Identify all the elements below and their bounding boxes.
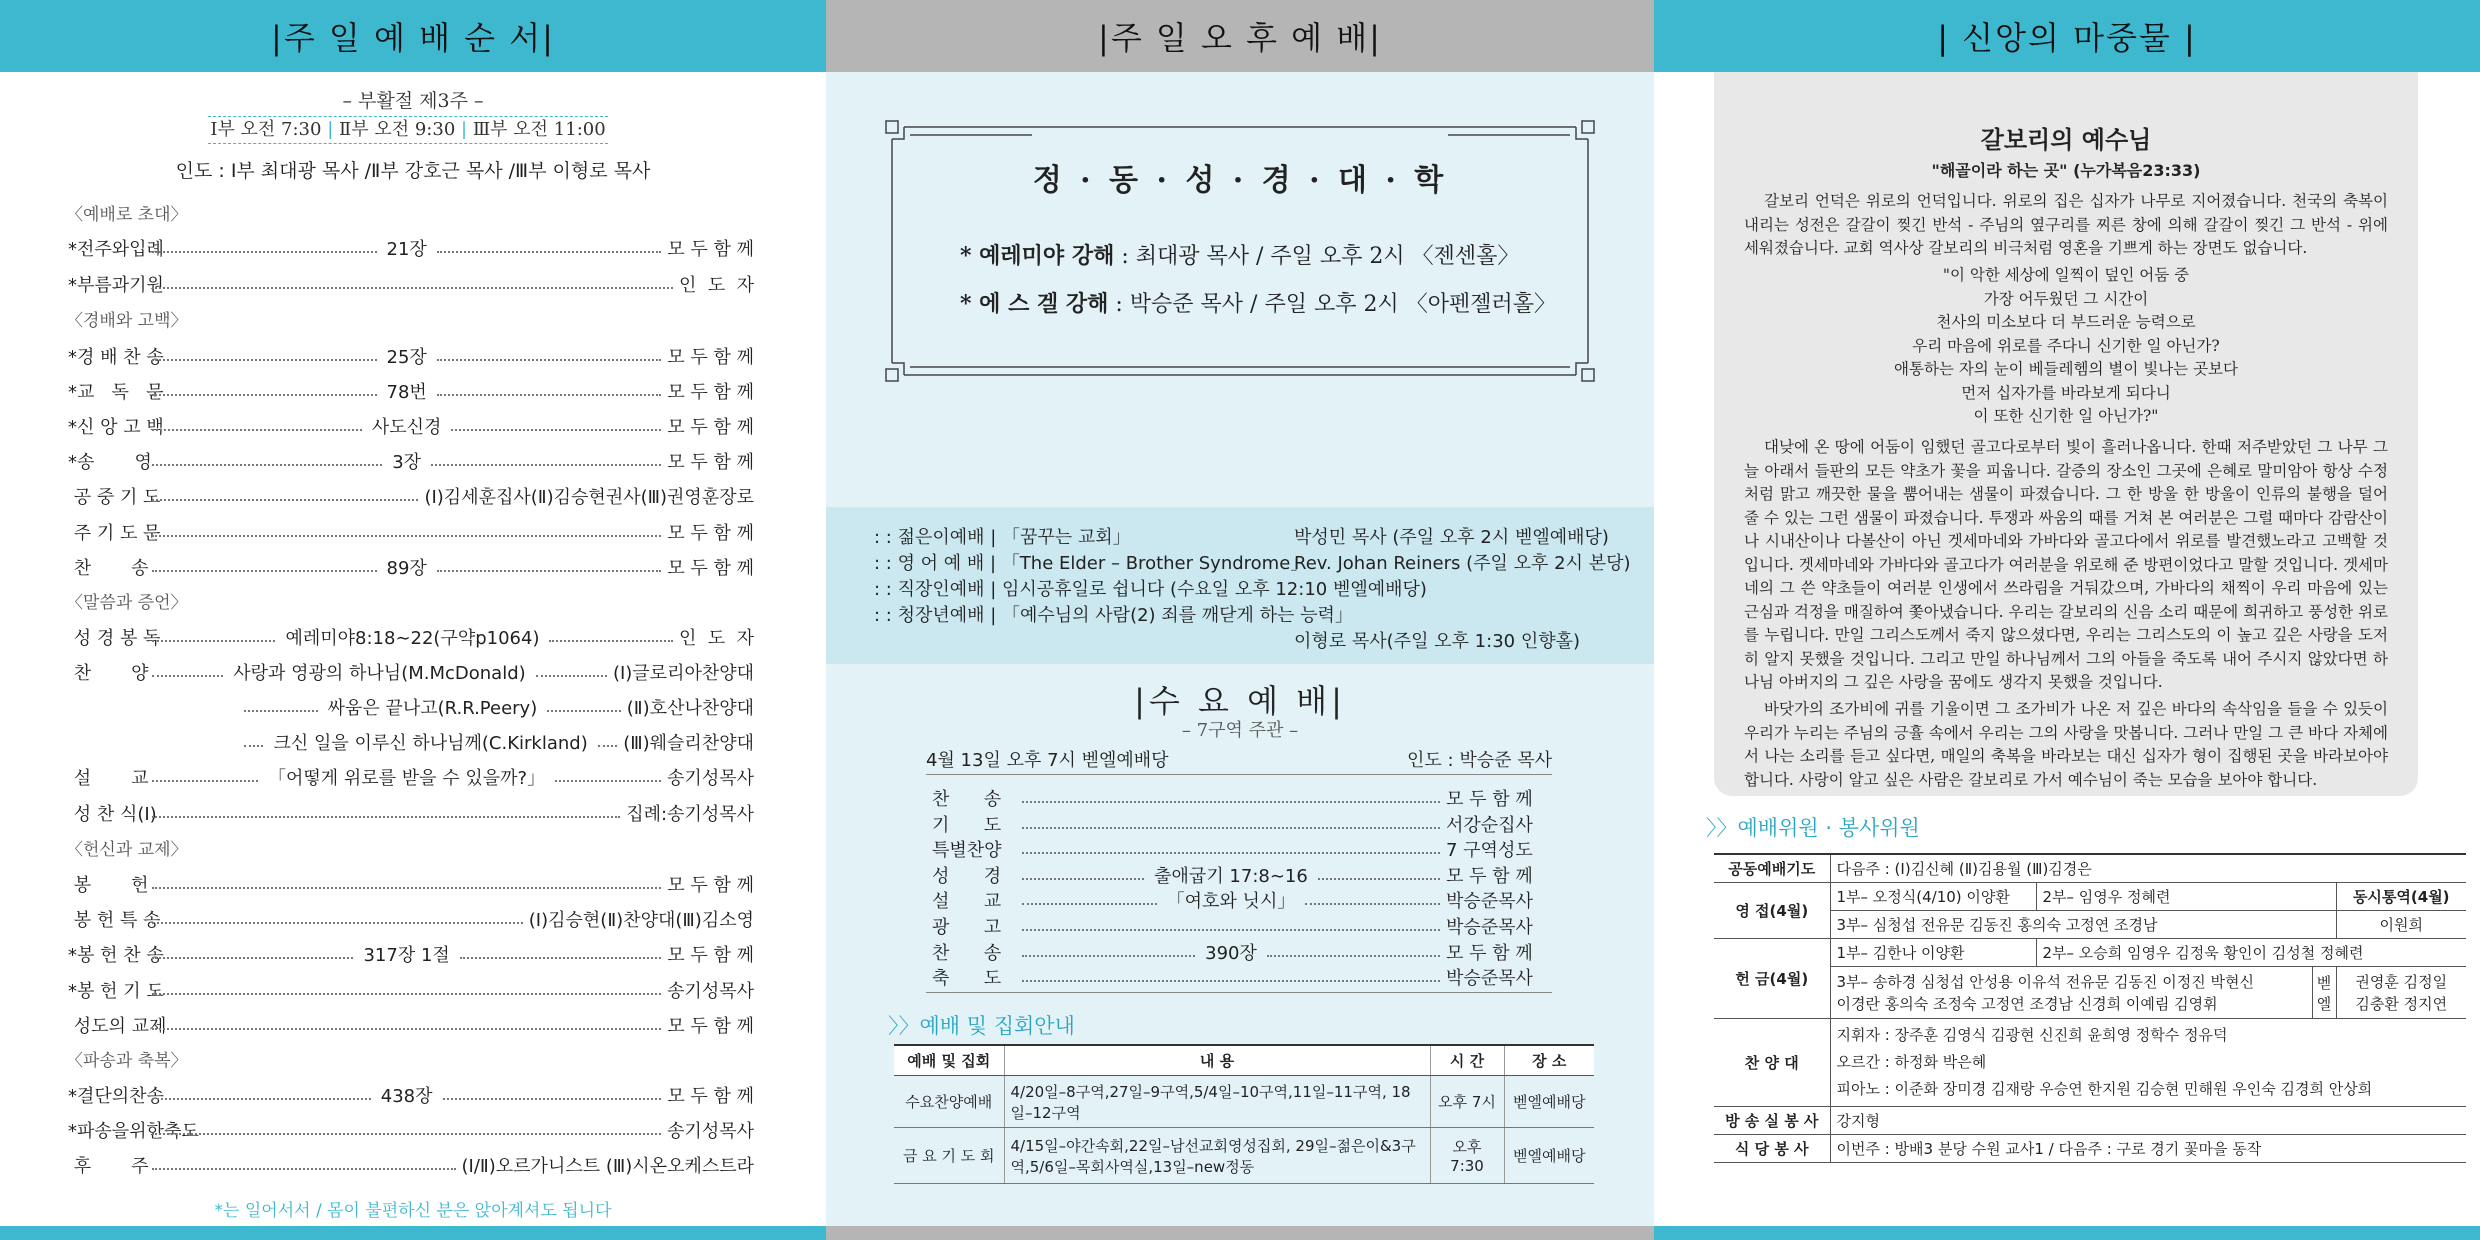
order-row bbox=[68, 518, 754, 546]
order-row bbox=[68, 553, 754, 581]
leader-dots bbox=[152, 251, 377, 253]
leader-dots bbox=[460, 957, 661, 959]
leader-dots bbox=[152, 816, 620, 818]
order-row bbox=[68, 763, 754, 791]
order-person: (Ⅰ)김승현(Ⅱ)찬양대(Ⅲ)김소영 bbox=[528, 910, 754, 931]
guide-cell: 벧엘예배당 bbox=[1504, 1076, 1594, 1128]
leader-dots bbox=[152, 570, 377, 572]
wednesday-label: 찬 송 bbox=[932, 942, 1002, 964]
order-label: *부름과기원 bbox=[68, 275, 164, 296]
leader-dots bbox=[152, 1168, 456, 1170]
leader-dots bbox=[555, 780, 661, 782]
order-row bbox=[68, 728, 754, 756]
guide-cell: 벧엘예배당 bbox=[1504, 1128, 1594, 1184]
wednesday-label: 찬 송 bbox=[932, 789, 1002, 810]
meditation-paragraph: 바닷가의 조가비에 귀를 기울이면 그 조가비가 나온 저 깊은 바다의 속삭임을 들을 수 있듯이 우리가 누리는 주님의 긍휼 속에서 우리는 그의 사랑을 맛봅니다. 그러나 만일 그 큰 바다 자체에서 나는 소리를 듣고 싶다면, 매일의 축복을 바라보는 대신 십자가 형이 집행된 곳을 바라보아야 합니다. 사랑이 알고 싶은 사람은 갈보리로 가서 예수님이 죽는 모습을 보아야 합니다. bbox=[1744, 700, 2388, 789]
order-row bbox=[68, 270, 754, 298]
afternoon-worship-title: |주 일 오 후 예 배| bbox=[826, 0, 1654, 72]
order-label: 공 중 기 도 bbox=[68, 487, 161, 508]
leader-dots bbox=[1022, 852, 1440, 854]
order-item: 89장 bbox=[386, 558, 427, 579]
vol-cell: 1부– 오정식(4/10) 이양환 bbox=[1830, 883, 2036, 911]
leader-dots bbox=[152, 429, 362, 431]
worship-order-title: |주 일 예 배 순 서| bbox=[0, 0, 826, 72]
vol-cell: 3부– 심청섭 전유문 김동진 홍의숙 고정연 조경남 bbox=[1830, 911, 2336, 939]
order-row bbox=[68, 799, 754, 827]
bible-school-frame bbox=[882, 115, 1598, 387]
wednesday-row bbox=[932, 888, 1538, 912]
guide-cell: 4/20일–8구역,27일–9구역,5/4일–10구역,11일–11구역, 18일–12구역 bbox=[1004, 1076, 1430, 1128]
meditation-verse: "해골이라 하는 곳" (누가복음23:33) bbox=[1931, 161, 2201, 180]
order-row bbox=[68, 412, 754, 440]
lecture-line: * 예레미야 강해 : 최대광 목사 / 주일 오후 2시 〈젠센홀〉 bbox=[960, 243, 1520, 269]
bottom-bar bbox=[826, 1226, 1654, 1240]
faith-column-title: | 신앙의 마중물 | bbox=[1654, 0, 2480, 72]
service-line-right: 이형로 목사(주일 오후 1:30 인향홀) bbox=[1294, 631, 1581, 652]
vol-cell: 벧엘 bbox=[2312, 967, 2336, 1019]
guide-title: 〉〉예배 및 집회안내 bbox=[888, 1014, 1075, 1038]
guide-cell: 수요찬양예배 bbox=[894, 1076, 1004, 1128]
leader-dots bbox=[1022, 903, 1157, 905]
order-person: (Ⅰ/Ⅱ)오르가니스트 (Ⅲ)시온오케스트라 bbox=[461, 1156, 754, 1177]
wednesday-label: 광 고 bbox=[932, 917, 1002, 938]
faith-column-panel bbox=[1654, 0, 2480, 1240]
vol-cell: 이원희 bbox=[2336, 911, 2466, 939]
guide-head: 장 소 bbox=[1504, 1045, 1594, 1076]
guide-head: 예배 및 집회 bbox=[894, 1045, 1004, 1076]
leader-dots bbox=[152, 993, 661, 995]
wednesday-row bbox=[932, 812, 1538, 836]
order-label: 봉 헌 bbox=[68, 875, 149, 896]
vol-head: 공동예배기도 bbox=[1714, 854, 1830, 883]
order-person: 모 두 함 께 bbox=[667, 558, 755, 579]
leader-dots bbox=[437, 251, 662, 253]
guide-head: 내 용 bbox=[1004, 1045, 1430, 1076]
order-label: 성 경 봉 독 bbox=[68, 628, 161, 649]
order-item: 78번 bbox=[386, 382, 427, 403]
order-item: 21장 bbox=[386, 239, 427, 260]
leader-dots bbox=[1022, 801, 1440, 803]
wednesday-label: 특별찬양 bbox=[932, 840, 1002, 862]
order-person: 모 두 함 께 bbox=[667, 382, 755, 403]
order-row bbox=[68, 976, 754, 1004]
leader-dots bbox=[431, 464, 661, 466]
order-row bbox=[68, 1116, 754, 1144]
order-label: *파송을위한축도 bbox=[68, 1121, 199, 1142]
wednesday-row bbox=[932, 940, 1538, 964]
leader-dots bbox=[244, 710, 318, 712]
vol-cell: 2부– 임영우 정혜련 bbox=[2036, 883, 2336, 911]
section-label: 〈예배로 초대〉 bbox=[66, 205, 188, 225]
order-person: 집례:송기성목사 bbox=[626, 804, 754, 825]
wednesday-label: 기 도 bbox=[932, 814, 1002, 836]
order-row bbox=[68, 234, 754, 262]
wednesday-sub: – 7구역 주관 – bbox=[1181, 720, 1299, 741]
order-item: 317장 1절 bbox=[363, 945, 450, 966]
leader-dots bbox=[1022, 827, 1440, 829]
wednesday-person: 7 구역성도 bbox=[1446, 840, 1533, 862]
order-row bbox=[68, 447, 754, 475]
order-row bbox=[68, 658, 754, 686]
leader-dots bbox=[437, 570, 662, 572]
leader-dots bbox=[152, 1098, 371, 1100]
wednesday-person: 모 두 함 께 bbox=[1446, 942, 1533, 964]
wednesday-row bbox=[932, 786, 1538, 810]
other-services-band bbox=[826, 507, 1654, 664]
order-label: *봉 헌 찬 송 bbox=[68, 945, 164, 966]
leader-dots bbox=[437, 394, 662, 396]
order-person: 모 두 함 께 bbox=[667, 1016, 754, 1037]
guide-table bbox=[894, 1044, 1594, 1184]
volunteers-table bbox=[1714, 853, 2466, 1163]
order-row bbox=[68, 1011, 754, 1039]
guide-cell: 오후 7시 bbox=[1430, 1076, 1504, 1128]
order-label: 설 교 bbox=[68, 768, 149, 789]
vol-cell: 다음주 : (Ⅰ)김신혜 (Ⅱ)김용월 (Ⅲ)김경은 bbox=[1830, 854, 2466, 883]
order-person: (Ⅱ)호산나찬양대 bbox=[626, 698, 755, 719]
order-item: 25장 bbox=[386, 347, 427, 368]
order-item: 3장 bbox=[392, 452, 422, 473]
order-item: 예레미야8:18∼22(구약p1064) bbox=[285, 628, 540, 649]
standing-note: *는 일어서서 / 몸이 불편하신 분은 앉아계셔도 됩니다 bbox=[214, 1201, 612, 1221]
vol-head: 영 접(4월) bbox=[1714, 883, 1830, 939]
order-row bbox=[68, 905, 754, 933]
meditation-paragraph: 갈보리 언덕은 위로의 언덕입니다. 위로의 집은 십자가 나무로 지어졌습니다. 천국의 축복이 내리는 성전은 갈갈이 찢긴 반석 - 주님의 옆구리를 찌른 창에 의해 갈갈이 찢긴 그 반석 - 위에 세워졌습니다. 교회 역사상 갈보리의 비극처럼 영혼을 기쁘게 하는 장면도 없습니다. bbox=[1744, 192, 2388, 257]
guide-cell: 금 요 기 도 회 bbox=[894, 1128, 1004, 1184]
meditation-box bbox=[1714, 72, 2418, 796]
order-label: 주 기 도 문 bbox=[68, 523, 161, 544]
wednesday-person: 모 두 함 께 bbox=[1446, 789, 1533, 810]
order-label: *교 독 문 bbox=[68, 382, 164, 403]
order-label: 후 주 bbox=[68, 1156, 149, 1177]
order-person: 송기성목사 bbox=[667, 1121, 754, 1142]
order-row bbox=[68, 693, 754, 721]
order-row bbox=[68, 482, 754, 510]
leader-dots bbox=[443, 1098, 662, 1100]
order-label: *신 앙 고 백 bbox=[68, 417, 164, 438]
order-row bbox=[68, 940, 754, 968]
bottom-bar bbox=[0, 1226, 826, 1240]
wednesday-row bbox=[932, 914, 1538, 938]
order-person: (Ⅰ)글로리아찬양대 bbox=[612, 663, 755, 684]
wednesday-date: 4월 13일 오후 7시 벧엘예배당 bbox=[926, 750, 1169, 771]
leader-dots bbox=[152, 1028, 661, 1030]
order-label: *봉 헌 기 도 bbox=[68, 981, 164, 1002]
order-row bbox=[68, 342, 754, 370]
vol-head: 찬 양 대 bbox=[1714, 1019, 1830, 1107]
guide-cell: 오후7:30 bbox=[1430, 1128, 1504, 1184]
leader-dots bbox=[1267, 955, 1440, 957]
wednesday-row bbox=[932, 837, 1538, 861]
leader-dots bbox=[152, 1133, 661, 1135]
vol-cell: 강지형 bbox=[1830, 1107, 2466, 1135]
time-2: Ⅱ부 오전 9:30 bbox=[339, 119, 456, 140]
order-label: 성도의 교제 bbox=[68, 1016, 167, 1037]
meditation-paragraph: 대낮에 온 땅에 어둠이 임했던 골고다로부터 빛이 흘러나옵니다. 한때 저주받았던 그 나무 그늘 아래서 들판의 모든 약초가 꽃을 피웁니다. 갈증의 장소인 그곳에 은혜로 말미암아 항상 수정처럼 맑고 깨끗한 물을 뿜어내는 샘물이 파졌습니다. 그 한 방울 한 방울이 인류의 불행을 덜어 줄 수 있는 그런 샘물이 파졌습니다. 투쟁과 싸움의 때를 거쳐 본 여러분은 그럴 때마다 감람산이나 시내산이나 다볼산이 아닌 겟세마네와 가바다와 골고다에서 위로를 발견했노라고 고백할 것입니다. 겟세마네와 가바다와 골고다가 여러분을 위로해 준 방편이었다고 말할 것입니다. 겟세마네의 그 쓴 약초들이 여러분 인생에서 쓰라림을 거둬갔으며, 가바다의 채찍이 우리 마음에 있는 근심과 걱정을 매질하여 쫓아냈습니다. 우리는 갈보리의 신음 소리 때문에 희귀하고 풍성한 위로를 누립니다. 만일 그리스도께서 죽지 않으셨다면, 우리는 그리스도의 이 높고 깊은 사랑을 도저히 알지 못했을 것입니다. 그리고 만일 하나님께서 그의 아들을 죽도록 내어 주시지 않았다면 하나님 아버지의 그 깊은 사랑을 꿈에도 생각지 못했을 것입니다. bbox=[1744, 438, 2388, 691]
leader-dots bbox=[1318, 878, 1440, 880]
leader-dots bbox=[152, 887, 661, 889]
leader-dots bbox=[152, 359, 377, 361]
wednesday-row bbox=[932, 965, 1538, 989]
order-label: 찬 송 bbox=[68, 558, 149, 579]
leader-dots bbox=[152, 394, 377, 396]
wednesday-label: 설 교 bbox=[932, 891, 1002, 913]
leader-dots bbox=[437, 359, 662, 361]
vol-cell: 2부– 오승희 임영우 김정욱 황인이 김성철 정혜련 bbox=[2036, 939, 2466, 967]
vol-cell: 3부– 송하경 심청섭 안성용 이유석 전유문 김동진 이정진 박현신 이경란 홍의숙 조정숙 고정연 조경남 신경희 이예림 김영휘 bbox=[1830, 967, 2312, 1019]
leader-dots bbox=[152, 464, 382, 466]
leader-line: 인도 : Ⅰ부 최대광 목사 /Ⅱ부 강호근 목사 /Ⅲ부 이형로 목사 bbox=[175, 160, 651, 182]
vol-cell: 1부– 김한나 이양환 bbox=[1830, 939, 2036, 967]
wednesday-person: 박승준목사 bbox=[1446, 917, 1533, 938]
guide-cell: 4/15일–야간속회,22일–남선교회영성집회, 29일–젊은이&3구역,5/6일–목회사역실,13일–new정동 bbox=[1004, 1128, 1430, 1184]
wednesday-label: 성 경 bbox=[932, 865, 1002, 887]
order-person: 송기성목사 bbox=[667, 768, 754, 789]
order-row bbox=[68, 623, 754, 651]
order-person: 모 두 함 께 bbox=[667, 452, 754, 473]
leader-dots bbox=[152, 287, 673, 289]
time-3: Ⅲ부 오전 11:00 bbox=[472, 119, 606, 140]
wednesday-person: 박승준목사 bbox=[1446, 968, 1533, 990]
order-item: 「어떻게 위로를 받을 수 있을까?」 bbox=[267, 768, 546, 789]
leader-dots bbox=[549, 640, 672, 642]
wednesday-info bbox=[926, 746, 1552, 772]
meditation-poem: "이 악한 세상에 일찍이 덮인 어둠 중 가장 어두웠던 그 시간이 천사의 미소보다 더 부드러운 능력으로 우리 마음에 위로를 주다니 신기한 일 아닌가? 애통하는 자의 눈이 베들레헴의 별이 빛나는 곳보다 먼저 십자가를 바라보게 되다니 이 또한 신기한 일 아닌가?" bbox=[1894, 266, 2238, 425]
order-item: 싸움은 끝나고(R.R.Peery) bbox=[327, 698, 538, 719]
order-row bbox=[68, 870, 754, 898]
section-label: 〈말씀과 증언〉 bbox=[66, 593, 188, 613]
order-label: 성 찬 식(Ⅰ) bbox=[68, 804, 157, 825]
sunday-label: – 부활절 제3주 – bbox=[342, 90, 484, 112]
wednesday-person: 박승준목사 bbox=[1446, 891, 1533, 913]
service-line: : : 영 어 예 배 | 「The Elder – Brother Syndrome」 bbox=[874, 553, 1309, 574]
order-item: 사랑과 영광의 하나님(M.McDonald) bbox=[233, 663, 526, 684]
order-label: *송 영 bbox=[68, 452, 152, 473]
wednesday-person: 서강순집사 bbox=[1446, 814, 1533, 836]
leader-dots bbox=[451, 429, 661, 431]
vol-cell: 동시통역(4월) bbox=[2336, 883, 2466, 911]
leader-dots bbox=[1022, 878, 1144, 880]
order-row bbox=[68, 1151, 754, 1179]
wednesday-leader: 인도 : 박승준 목사 bbox=[1407, 750, 1552, 771]
wednesday-item: 390장 bbox=[1205, 942, 1257, 964]
order-label: *전주와입례 bbox=[68, 239, 164, 260]
order-item: 사도신경 bbox=[371, 417, 442, 438]
vol-head: 식 당 봉 사 bbox=[1714, 1135, 1830, 1163]
worship-order-panel bbox=[0, 0, 826, 1240]
leader-dots bbox=[1022, 929, 1440, 931]
time-1: Ⅰ부 오전 7:30 bbox=[210, 119, 322, 140]
service-times: Ⅰ부 오전 7:30 | Ⅱ부 오전 9:30 | Ⅲ부 오전 11:00 bbox=[208, 116, 608, 144]
order-person: 모 두 함 께 bbox=[667, 523, 754, 544]
vol-cell: 지휘자 : 장주훈 김영식 김광현 신진희 윤희영 정학수 정유덕 오르간 : 하정화 박은혜 피아노 : 이준화 장미경 김재랑 우승연 한지원 김승현 민해원 우인숙 김경희 안상희 bbox=[1830, 1019, 2466, 1107]
order-person: 모 두 함 께 bbox=[667, 347, 755, 368]
bottom-bar bbox=[1654, 1226, 2480, 1240]
order-person: 인 도 자 bbox=[678, 628, 755, 649]
vol-cell: 권영훈 김정일 김충환 정지연 bbox=[2336, 967, 2466, 1019]
leader-dots bbox=[152, 499, 418, 501]
order-label: 찬 양 bbox=[68, 663, 149, 684]
order-label: 봉 헌 특 송 bbox=[68, 910, 161, 931]
order-person: 모 두 함 께 bbox=[667, 417, 754, 438]
order-person: (Ⅰ)김세훈집사(Ⅱ)김승현권사(Ⅲ)권영훈장로 bbox=[424, 487, 754, 508]
vol-head: 헌 금(4월) bbox=[1714, 939, 1830, 1019]
order-row bbox=[68, 377, 754, 405]
leader-dots bbox=[547, 710, 621, 712]
service-line-right: Rev. Johan Reiners (주일 오후 2시 본당) bbox=[1294, 553, 1631, 574]
section-label: 〈경배와 고백〉 bbox=[66, 311, 188, 331]
leader-dots bbox=[152, 780, 258, 782]
order-label: *경 배 찬 송 bbox=[68, 347, 164, 368]
guide-head: 시 간 bbox=[1430, 1045, 1504, 1076]
wednesday-title: |수 요 예 배| bbox=[1134, 682, 1346, 720]
leader-dots bbox=[244, 745, 263, 747]
leader-dots bbox=[152, 922, 523, 924]
service-line: : : 직장인예배 | 임시공휴일로 쉽니다 (수요일 오후 12:10 벧엘예배당) bbox=[874, 579, 1427, 600]
leader-dots bbox=[152, 535, 661, 537]
volunteers-title: 〉〉예배위원 · 봉사위원 bbox=[1706, 816, 1920, 840]
leader-dots bbox=[152, 640, 275, 642]
order-person: 인 도 자 bbox=[678, 275, 754, 296]
leader-dots bbox=[1022, 980, 1440, 982]
vol-cell: 이번주 : 방배3 분당 수원 교사1 / 다음주 : 구로 경기 꽃마을 동작 bbox=[1830, 1135, 2466, 1163]
leader-dots bbox=[1022, 955, 1195, 957]
bible-school-title: 정 · 동 · 성 · 경 · 대 · 학 bbox=[1032, 163, 1448, 198]
order-person: 모 두 함 께 bbox=[667, 239, 755, 260]
divider bbox=[926, 774, 1552, 775]
order-person: 송기성목사 bbox=[667, 981, 754, 1002]
vol-head: 방 송 실 봉 사 bbox=[1714, 1107, 1830, 1135]
leader-dots bbox=[152, 957, 353, 959]
afternoon-worship-panel bbox=[826, 0, 1654, 1240]
leader-dots bbox=[1305, 903, 1440, 905]
order-person: 모 두 함 께 bbox=[667, 945, 754, 966]
service-line: : : 젊은이예배 | 「꿈꾸는 교회」 bbox=[874, 527, 1131, 548]
order-person: (Ⅲ)웨슬리찬양대 bbox=[623, 733, 754, 754]
section-label: 〈파송과 축복〉 bbox=[66, 1051, 188, 1071]
lecture-line: * 에 스 겔 강해 : 박승준 목사 / 주일 오후 2시 〈아펜젤러홀〉 bbox=[960, 291, 1556, 317]
leader-dots bbox=[598, 745, 617, 747]
leader-dots bbox=[152, 675, 223, 677]
wednesday-row bbox=[932, 863, 1538, 887]
wednesday-item: 「여호와 닛시」 bbox=[1166, 891, 1296, 913]
section-label: 〈헌신과 교제〉 bbox=[66, 840, 188, 860]
wednesday-label: 축 도 bbox=[932, 968, 1002, 990]
divider bbox=[926, 992, 1552, 993]
leader-dots bbox=[536, 675, 607, 677]
service-line: : : 청장년예배 | 「예수님의 사람(2) 죄를 깨닫게 하는 능력」 bbox=[874, 605, 1353, 626]
order-row bbox=[68, 1081, 754, 1109]
order-item: 438장 bbox=[380, 1086, 433, 1107]
meditation-title: 갈보리의 예수님 bbox=[1980, 126, 2152, 154]
wednesday-item: 출애굽기 17:8∼16 bbox=[1154, 865, 1308, 887]
order-label: *결단의찬송 bbox=[68, 1086, 164, 1107]
service-line-right: 박성민 목사 (주일 오후 2시 벧엘예배당) bbox=[1294, 527, 1609, 548]
order-person: 모 두 함 께 bbox=[667, 875, 754, 896]
wednesday-person: 모 두 함 께 bbox=[1446, 865, 1533, 887]
order-person: 모 두 함 께 bbox=[667, 1086, 754, 1107]
order-item: 크신 일을 이루신 하나님께(C.Kirkland) bbox=[273, 733, 588, 754]
